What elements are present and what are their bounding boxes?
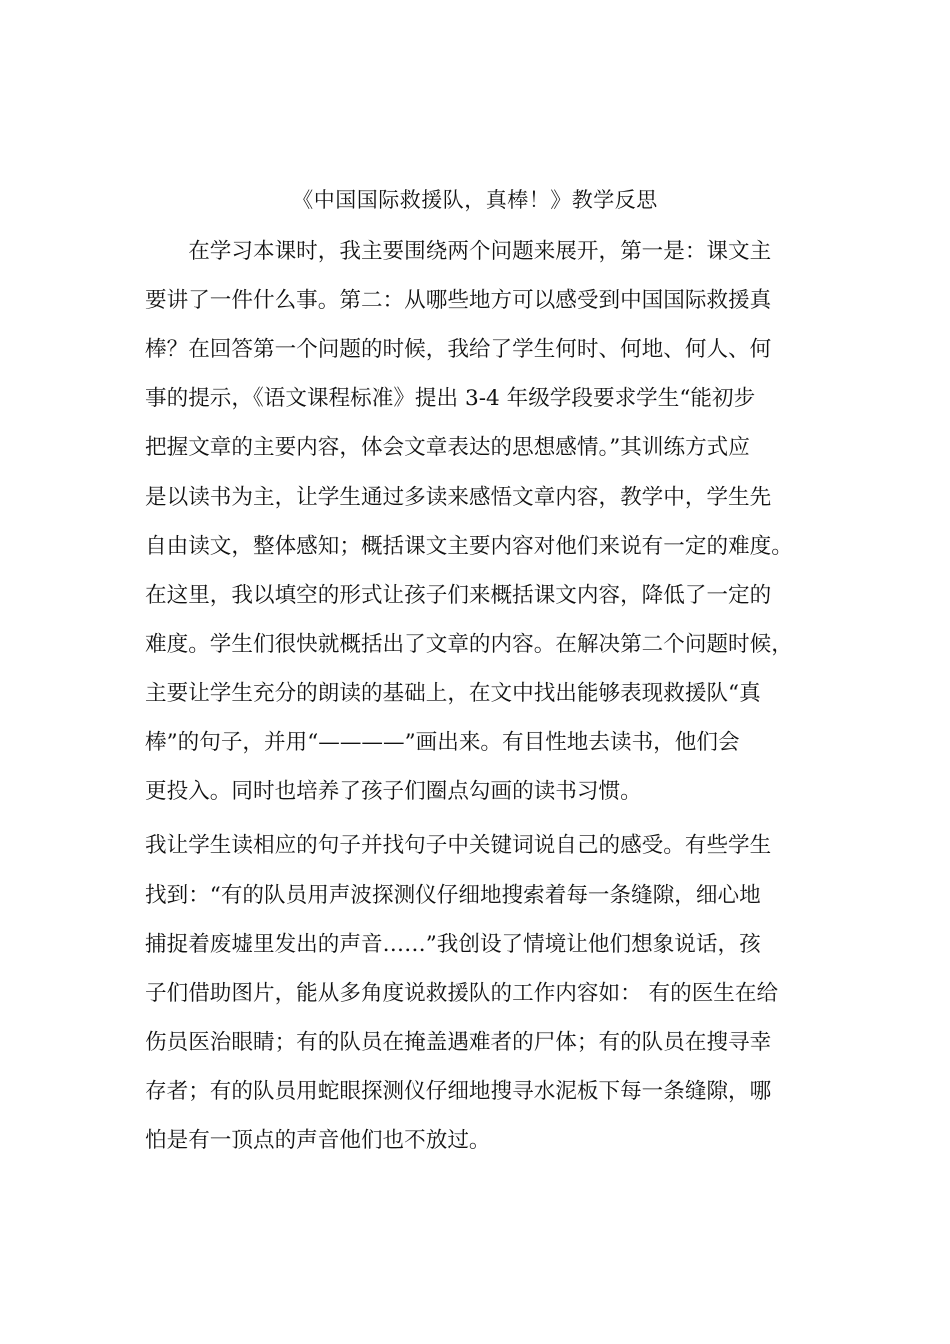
paragraph-line: 要讲了一件什么事。第二：从哪些地方可以感受到中国国际救援真: [145, 288, 772, 313]
paragraph-line: 事的提示，《语文课程标准》提出 3-4 年级学段要求学生“能初步: [145, 386, 756, 411]
paragraph-line: 怕是有一顶点的声音他们也不放过。: [145, 1128, 491, 1153]
paragraph-line: 我让学生读相应的句子并找句子中关键词说自己的感受。有些学生: [145, 833, 772, 858]
paragraph-line: 在这里，我以填空的形式让孩子们来概括课文内容，降低了一定的: [145, 583, 772, 608]
paragraph-line: 是以读书为主，让学生通过多读来感悟文章内容，教学中，学生先: [145, 485, 772, 510]
paragraph-line: 自由读文，整体感知；概括课文主要内容对他们来说有一定的难度。: [145, 534, 793, 559]
paragraph-line: 把握文章的主要内容，体会文章表达的思想感情。”其训练方式应: [145, 435, 750, 460]
paragraph-line: 存者；有的队员用蛇眼探测仪仔细地搜寻水泥板下每一条缝隙，哪: [145, 1079, 772, 1104]
paragraph-line: 在学习本课时，我主要围绕两个问题来展开，第一是：课文主: [145, 239, 772, 264]
paragraph-line: 子们借助图片，能从多角度说救援队的工作内容如： 有的医生在给: [145, 981, 779, 1006]
document-title: 《中国国际救援队，真棒！》教学反思: [292, 188, 658, 212]
paragraph-line: 伤员医治眼睛；有的队员在掩盖遇难者的尸体；有的队员在搜寻幸: [145, 1030, 772, 1055]
paragraph-line: 找到：“有的队员用声波探测仪仔细地搜索着每一条缝隙，细心地: [145, 883, 761, 908]
paragraph-line: 捕捉着废墟里发出的声音……”我创设了情境让他们想象说话，孩: [145, 932, 761, 957]
paragraph-line: 主要让学生充分的朗读的基础上，在文中找出能够表现救援队“真: [145, 681, 761, 706]
paragraph-line: 棒”的句子，并用“————”画出来。有目性地去读书，他们会: [145, 730, 740, 755]
paragraph-line: 难度。学生们很快就概括出了文章的内容。在解决第二个问题时候，: [145, 632, 793, 657]
paragraph-line: 更投入。同时也培养了孩子们圈点勾画的读书习惯。: [145, 779, 642, 804]
paragraph-line: 棒？在回答第一个问题的时候，我给了学生何时、何地、何人、何: [145, 337, 772, 362]
